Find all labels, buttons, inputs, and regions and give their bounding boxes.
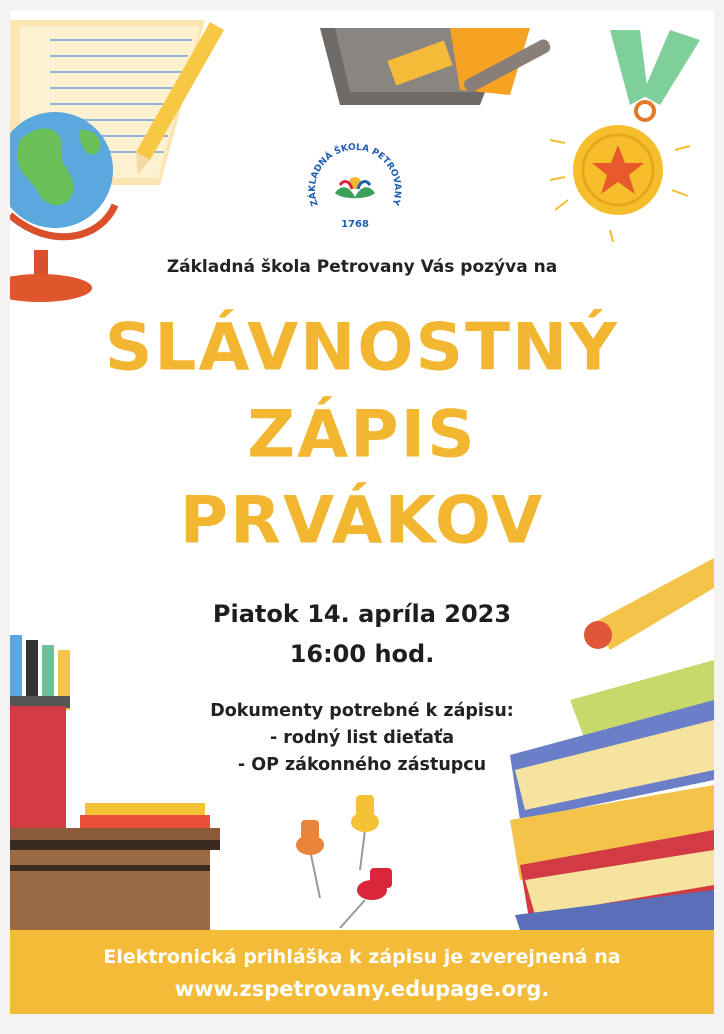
title-line-3: PRVÁKOV [179, 482, 545, 559]
flyer-page [10, 10, 714, 1014]
logo-arc-text: ZÁKLADNÁ ŠKOLA PETROVANY [307, 142, 403, 208]
footer-banner [10, 930, 714, 1014]
document-item: - OP zákonného zástupcu [237, 755, 487, 775]
footer-url: www.zspetrovany.edupage.org. [174, 977, 550, 1001]
footer-line-1: Elektronická prihláška k zápisu je zverejnená na [103, 946, 621, 968]
title-line-1: SLÁVNOSTNÝ [104, 309, 620, 386]
title-line-2: ZÁPIS [247, 396, 477, 473]
push-pin-icon [296, 795, 392, 928]
medal-icon [550, 30, 700, 242]
event-date: Piatok 14. apríla 2023 [212, 600, 512, 628]
invite-line: Základná škola Petrovany Vás pozýva na [166, 257, 558, 277]
logo-year: 1768 [341, 219, 369, 230]
documents-section [10, 698, 714, 779]
school-logo [300, 135, 410, 235]
event-time: 16:00 hod. [289, 640, 435, 668]
documents-heading: Dokumenty potrebné k zápisu: [210, 701, 514, 721]
document-item: - rodný list dieťaťa [269, 728, 455, 748]
